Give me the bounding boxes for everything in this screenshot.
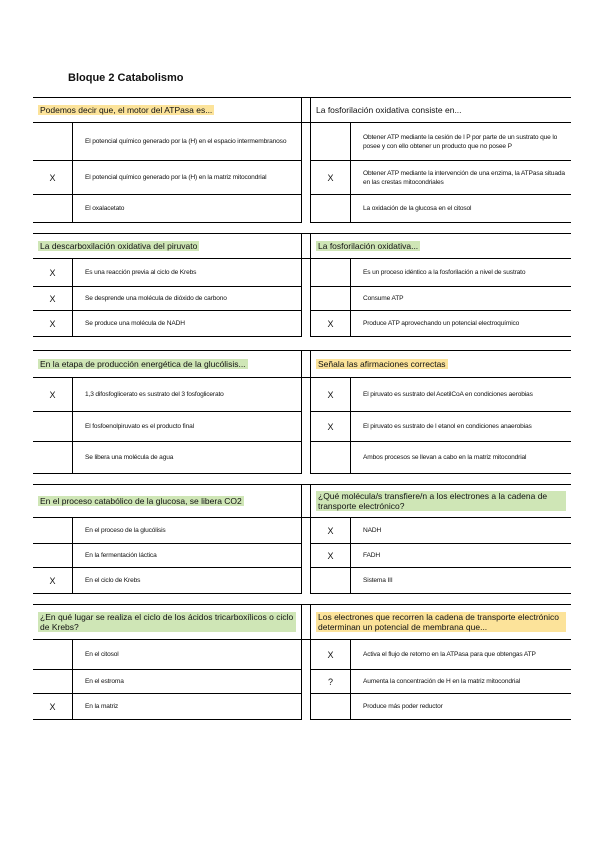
answer-mark[interactable]: X — [33, 378, 73, 411]
question-left — [33, 485, 302, 517]
option-row[interactable] — [33, 544, 301, 568]
question-right — [310, 234, 571, 258]
block-header — [33, 604, 571, 640]
option-row[interactable] — [33, 311, 301, 337]
question-left — [33, 98, 302, 122]
answer-mark[interactable] — [311, 259, 351, 286]
block-header — [33, 233, 571, 259]
answer-mark[interactable]: X — [33, 287, 73, 310]
question-right — [310, 605, 571, 639]
answer-mark[interactable] — [311, 123, 351, 160]
option-text: NADH — [363, 527, 382, 534]
options-area — [33, 378, 571, 474]
option-row[interactable] — [311, 311, 571, 337]
question-text: En la etapa de producción energética de la glucólisis... — [40, 359, 246, 369]
option-row[interactable] — [311, 568, 571, 594]
option-text: Produce más poder reductor — [363, 703, 443, 710]
answer-mark[interactable] — [311, 287, 351, 310]
option-text: FADH — [363, 552, 380, 559]
block-header — [33, 350, 571, 378]
answer-mark[interactable]: X — [311, 518, 351, 543]
options-left — [33, 378, 302, 474]
options-left — [33, 640, 302, 720]
option-row[interactable] — [311, 259, 571, 287]
answer-mark[interactable]: X — [311, 412, 351, 441]
option-text: En el ciclo de Krebs — [85, 577, 141, 584]
options-right — [310, 378, 571, 474]
question-text: Podemos decir que, el motor del ATPasa es... — [40, 105, 213, 115]
answer-mark[interactable] — [311, 694, 351, 719]
block-header — [33, 484, 571, 518]
question-right — [310, 98, 571, 122]
option-row[interactable] — [33, 568, 301, 594]
option-row[interactable] — [311, 161, 571, 195]
question-text: ¿Qué molécula/s transfiere/n a los electrones a la cadena de transporte electrónico? — [316, 491, 566, 511]
option-row[interactable] — [311, 287, 571, 311]
answer-mark[interactable] — [33, 123, 73, 160]
option-text: En el estroma — [85, 678, 124, 685]
question-block — [33, 350, 571, 474]
option-row[interactable] — [311, 640, 571, 670]
option-text: El potencial químico generado por la (H) en el espacio intermembranoso — [85, 138, 287, 145]
answer-mark[interactable] — [311, 568, 351, 593]
options-right — [310, 518, 571, 594]
option-text: La oxidación de la glucosa en el citosol — [363, 205, 472, 212]
option-text: Activa el flujo de retorno en la ATPasa para que obtengas ATP — [363, 651, 536, 658]
answer-mark[interactable]: X — [33, 259, 73, 286]
option-text: En la fermentación láctica — [85, 552, 157, 559]
options-area — [33, 123, 571, 223]
block-header — [33, 97, 571, 123]
question-text: La descarboxilación oxidativa del piruvato — [40, 241, 198, 251]
answer-mark[interactable]: X — [33, 161, 73, 194]
question-block — [33, 97, 571, 223]
options-right — [310, 259, 571, 337]
options-left — [33, 123, 302, 223]
option-row[interactable] — [33, 518, 301, 544]
option-text: El potencial químico generado por la (H) en la matriz mitocondrial — [85, 174, 267, 181]
option-row[interactable] — [311, 123, 571, 161]
option-text: El piruvato es sustrato del AcetilCoA en condiciones aerobias — [363, 391, 533, 398]
option-text: Produce ATP aprovechando un potencial electroquímico — [363, 320, 520, 327]
options-right — [310, 123, 571, 223]
option-row[interactable] — [33, 640, 301, 670]
question-left — [33, 234, 302, 258]
option-text: Obtener ATP mediante la intervención de una enzima, la ATPasa situada en las crestas mitocondriales — [363, 169, 565, 186]
option-text: Se desprende una molécula de dióxido de carbono — [85, 295, 227, 302]
question-right — [310, 485, 571, 517]
answer-mark[interactable] — [33, 195, 73, 222]
option-row[interactable] — [311, 544, 571, 568]
answer-mark[interactable]: X — [33, 311, 73, 336]
option-row[interactable] — [33, 442, 301, 474]
options-left — [33, 518, 302, 594]
option-text: En el proceso de la glucólisis — [85, 527, 166, 534]
options-area — [33, 640, 571, 720]
option-text: El piruvato es sustrato de l etanol en condiciones anaerobias — [363, 423, 532, 430]
option-row[interactable] — [33, 259, 301, 287]
option-text: En la matriz — [85, 703, 119, 710]
options-left — [33, 259, 302, 337]
answer-mark[interactable] — [33, 670, 73, 693]
option-text: Consume ATP — [363, 295, 404, 302]
question-left — [33, 351, 302, 377]
question-left — [33, 605, 302, 639]
page-title: Bloque 2 Catabolismo — [68, 72, 184, 84]
question-text: En el proceso catabólico de la glucosa, se libera CO2 — [40, 496, 242, 506]
options-right — [310, 640, 571, 720]
option-row[interactable] — [33, 123, 301, 161]
option-text: Se libera una molécula de agua — [85, 454, 174, 461]
answer-mark[interactable] — [33, 640, 73, 669]
option-text: Obtener ATP mediante la cesión de l P por parte de un sustrato que lo posee y con ello obtener un producto que no posee P — [363, 133, 558, 150]
option-row[interactable] — [311, 378, 571, 412]
option-text: En el citosol — [85, 651, 119, 658]
option-row[interactable] — [33, 287, 301, 311]
question-block — [33, 604, 571, 720]
option-row[interactable] — [311, 412, 571, 442]
answer-mark[interactable] — [33, 518, 73, 543]
answer-mark[interactable] — [33, 442, 73, 473]
answer-mark[interactable]: X — [311, 544, 351, 567]
option-text: El fosfoenolpiruvato es el producto final — [85, 423, 194, 430]
question-text: La fosforilación oxidativa consiste en... — [316, 105, 462, 115]
option-row[interactable] — [311, 694, 571, 720]
option-text: El oxalacetato — [85, 205, 125, 212]
option-row[interactable] — [311, 518, 571, 544]
option-row[interactable] — [33, 694, 301, 720]
option-row[interactable] — [33, 670, 301, 694]
option-row[interactable] — [33, 195, 301, 223]
option-text: Aumenta la concentración de H en la matriz mitocondrial — [363, 678, 521, 685]
answer-mark[interactable]: X — [33, 568, 73, 593]
option-row[interactable] — [311, 195, 571, 223]
question-right — [310, 351, 571, 377]
option-row[interactable] — [33, 161, 301, 195]
option-row[interactable] — [33, 378, 301, 412]
answer-mark[interactable]: ? — [311, 670, 351, 693]
option-text: Sistema III — [363, 577, 393, 584]
question-text: Los electrones que recorren la cadena de transporte electrónico determinan un potencial de membrana que... — [316, 612, 566, 632]
question-text: La fosforilación oxidativa... — [318, 241, 419, 251]
options-area — [33, 518, 571, 594]
answer-mark[interactable]: X — [311, 640, 351, 669]
question-block — [33, 233, 571, 337]
option-text: Se produce una molécula de NADH — [85, 320, 185, 327]
answer-mark[interactable] — [311, 442, 351, 473]
answer-mark[interactable]: X — [311, 311, 351, 336]
option-row[interactable] — [311, 670, 571, 694]
option-text: 1,3 difosfoglicerato es sustrato del 3 fosfoglicerato — [85, 391, 224, 398]
option-text: Ambos procesos se llevan a cabo en la matriz mitocondrial — [363, 454, 527, 461]
question-text: ¿En qué lugar se realiza el ciclo de los ácidos tricarboxílicos o ciclo de Krebs? — [38, 612, 296, 632]
answer-mark[interactable] — [33, 412, 73, 441]
option-row[interactable] — [33, 412, 301, 442]
answer-mark[interactable]: X — [33, 694, 73, 719]
answer-mark[interactable] — [33, 544, 73, 567]
option-text: Es un proceso idéntico a la fosforilación a nivel de sustrato — [363, 269, 526, 276]
answer-mark[interactable]: X — [311, 378, 351, 411]
option-row[interactable] — [311, 442, 571, 474]
answer-mark[interactable] — [311, 195, 351, 222]
question-text: Señala las afirmaciones correctas — [318, 359, 446, 369]
option-text: Es una reacción previa al ciclo de Krebs — [85, 269, 197, 276]
options-area — [33, 259, 571, 337]
answer-mark[interactable]: X — [311, 161, 351, 194]
question-block — [33, 484, 571, 594]
